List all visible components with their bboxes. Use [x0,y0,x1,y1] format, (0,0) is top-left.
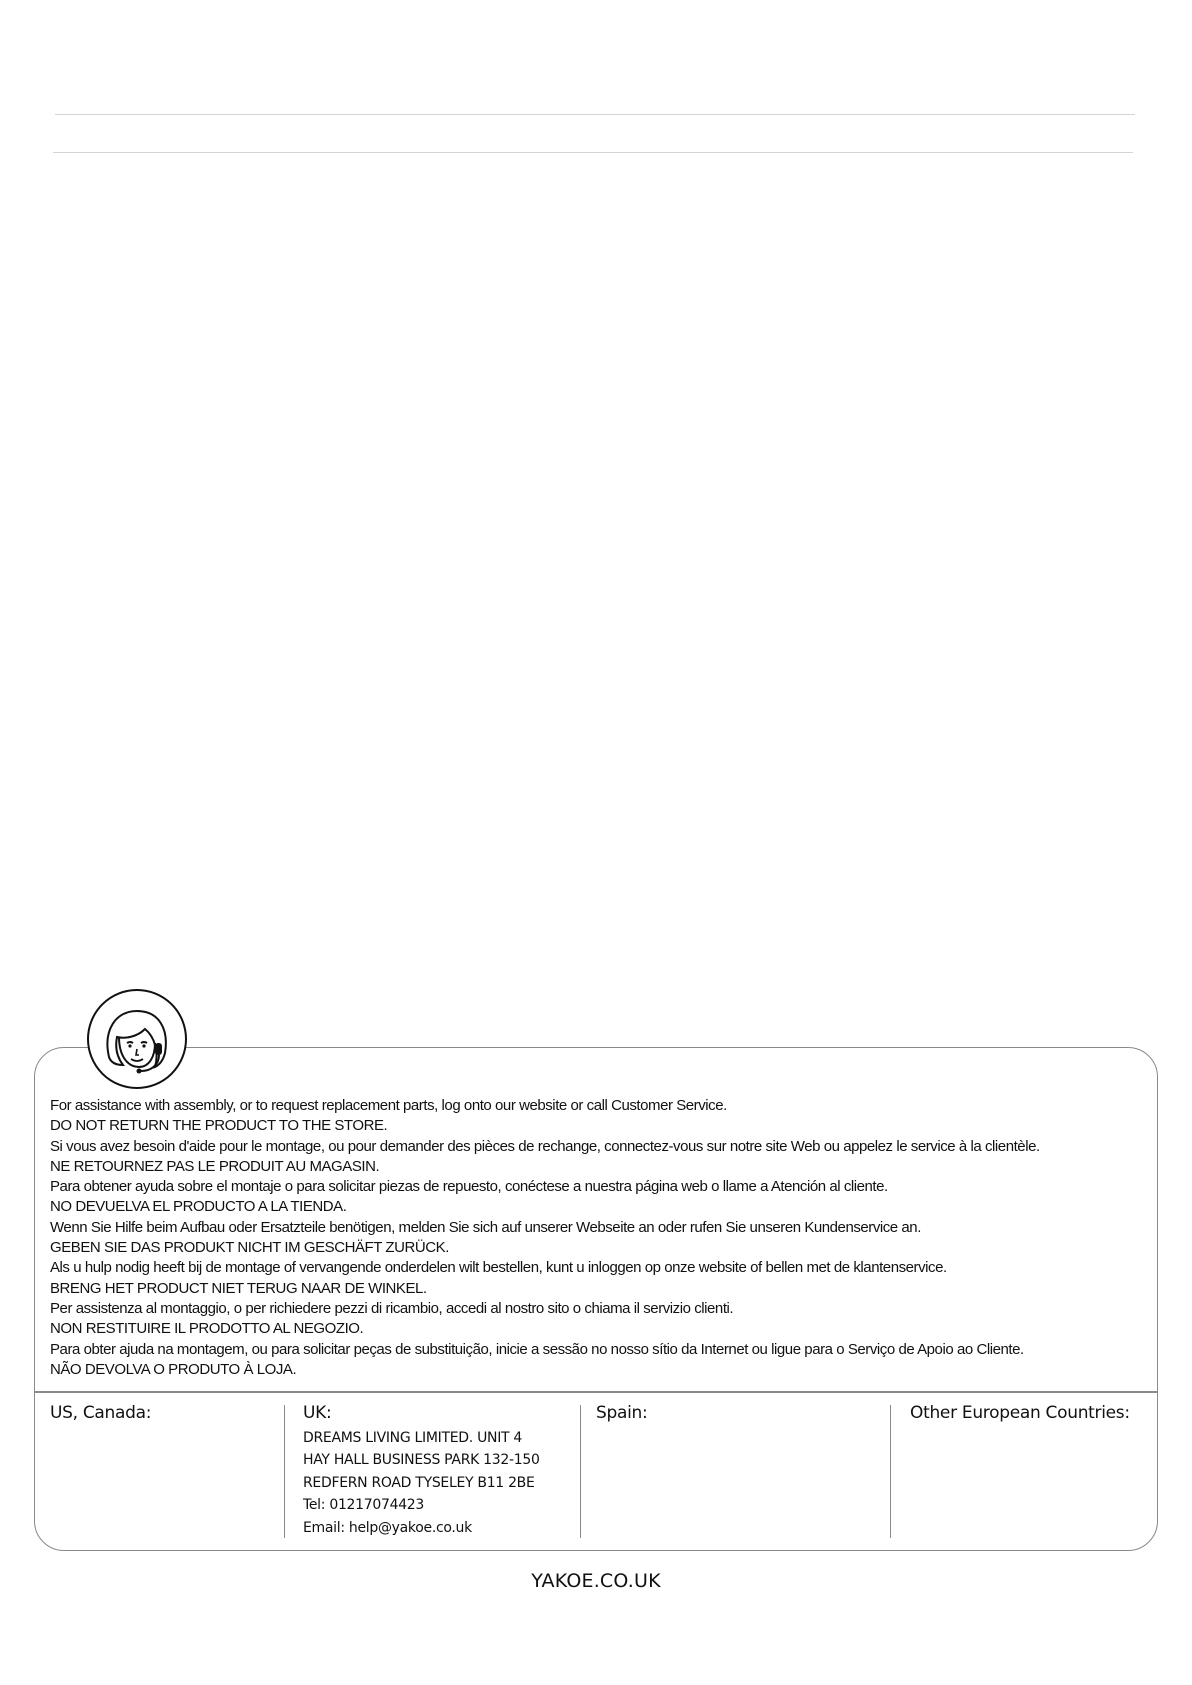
other-europe-heading: Other European Countries: [910,1403,1130,1423]
spain-heading: Spain: [596,1403,648,1423]
column-separator [890,1405,891,1538]
return-warning-en: DO NOT RETURN THE PRODUCT TO THE STORE. [50,1117,388,1135]
assistance-message [50,1096,1150,1380]
customer-service-headset-icon [87,989,187,1089]
contacts-divider [34,1391,1158,1393]
website-footer: YAKOE.CO.UK [531,1570,661,1592]
uk-phone: Tel: 01217074423 [303,1497,425,1514]
assistance-line-de: Wenn Sie Hilfe beim Aufbau oder Ersatzteile benötigen, melden Sie sich auf unserer Webseite an oder rufen Sie unseren Kundenservice an. [50,1218,921,1236]
uk-company-line: DREAMS LIVING LIMITED. UNIT 4 [303,1430,523,1446]
assistance-line-es: Para obtener ayuda sobre el montaje o para solicitar piezas de repuesto, conéctese a nuestra página web o llame a Atención al cliente. [50,1178,888,1196]
uk-email: Email: help@yakoe.co.uk [303,1519,472,1536]
return-warning-de: GEBEN SIE DAS PRODUKT NICHT IM GESCHÄFT ZURÜCK. [50,1239,449,1257]
assistance-line-fr: Si vous avez besoin d'aide pour le montage, ou pour demander des pièces de rechange, connectez-vous sur notre site Web ou appelez le service à la clientèle. [50,1137,1040,1155]
column-separator [284,1405,285,1538]
us-canada-heading: US, Canada: [50,1403,152,1423]
assistance-line-it: Per assistenza al montaggio, o per richiedere pezzi di ricambio, accedi al nostro sito o chiama il servizio clienti. [50,1299,734,1317]
second-divider-line [53,152,1133,153]
return-warning-fr: NE RETOURNEZ PAS LE PRODUIT AU MAGASIN. [50,1157,380,1175]
return-warning-pt: NÃO DEVOLVA O PRODUTO À LOJA. [50,1360,297,1378]
return-warning-nl: BRENG HET PRODUCT NIET TERUG NAAR DE WINKEL. [50,1279,427,1297]
assistance-line-pt: Para obter ajuda na montagem, ou para solicitar peças de substituição, inicie a sessão no nosso sítio da Internet ou ligue para o Serviço de Apoio ao Cliente. [50,1340,1024,1358]
uk-address-line: HAY HALL BUSINESS PARK 132-150 [303,1452,540,1469]
top-divider-line [55,114,1135,115]
assistance-line-nl: Als u hulp nodig heeft bij de montage of vervangende onderdelen wilt bestellen, kunt u inloggen op onze website of bellen met de klantenservice. [50,1259,947,1277]
column-separator [580,1405,581,1538]
uk-address [303,1427,540,1539]
uk-address-line: REDFERN ROAD TYSELEY B11 2BE [303,1474,535,1491]
return-warning-es: NO DEVUELVA EL PRODUCTO A LA TIENDA. [50,1198,347,1216]
return-warning-it: NON RESTITUIRE IL PRODOTTO AL NEGOZIO. [50,1320,364,1338]
assistance-line-en: For assistance with assembly, or to request replacement parts, log onto our website or call Customer Service. [50,1097,727,1114]
uk-heading: UK: [303,1403,332,1423]
